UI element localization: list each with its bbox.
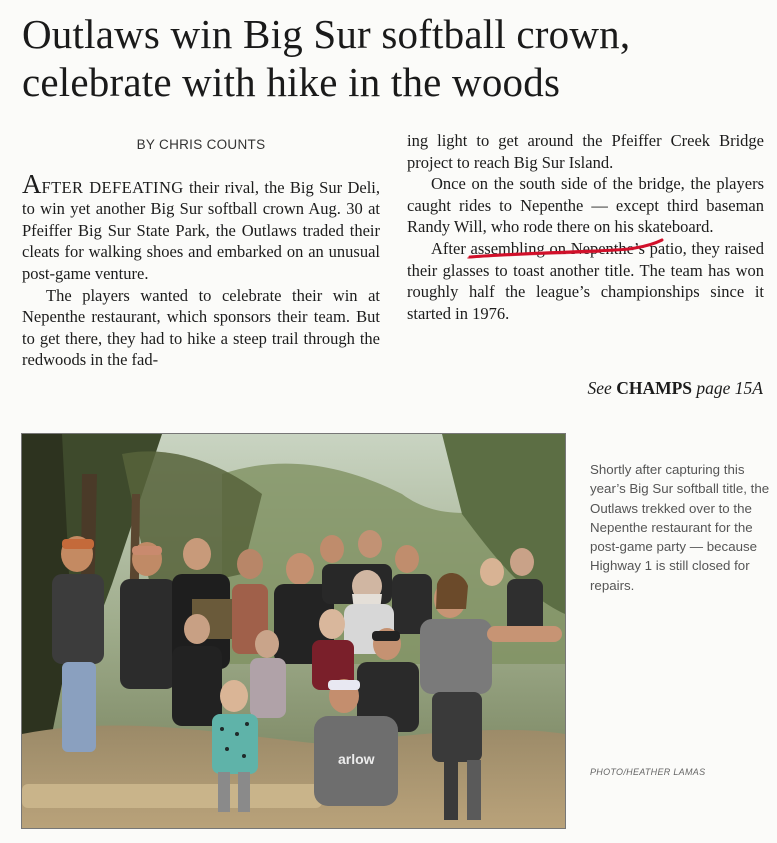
- headline-line-1: Outlaws win Big Sur softball crown,: [22, 11, 631, 57]
- lead-in-smallcaps: FTER DEFEATING: [41, 177, 184, 197]
- paragraph-1: [22, 168, 380, 285]
- article-column-2: [407, 130, 764, 324]
- paragraph-3-text: Once on the south side of the bridge, the players caught rides to Nepenthe — except: [407, 174, 764, 215]
- shirt-logo-text: arlow: [338, 751, 375, 767]
- byline: BY CHRIS COUNTS: [136, 137, 266, 152]
- paragraph-2: The players wanted to celebrate their win at Nepenthe restaurant, which sponsors their team. But to get there, they had to hike a steep trail through the redwoods in the fad-: [22, 285, 380, 370]
- paragraph-2-continued: ing light to get around the Pfeiffer Creek Bridge project to reach Big Sur Island.: [407, 131, 764, 172]
- drop-cap: A: [22, 168, 42, 199]
- headline: [22, 10, 767, 106]
- jump-line: [588, 378, 763, 399]
- jump-see: See: [587, 378, 617, 398]
- photo-caption: Shortly after capturing this year’s Big Sur softball title, the Outlaws trekked over to the Nepenthe restaurant for the post-game party — because Highway 1 is still closed for repairs.: [590, 462, 770, 593]
- jump-page: page 15A: [692, 378, 763, 398]
- jump-slug: CHAMPS: [616, 378, 693, 398]
- paragraph-3: [407, 173, 764, 238]
- paragraph-1-text: their rival, the Big Sur Deli, to win yet another Big Sur softball crown Aug. 30 at Pfeiffer Big Sur State Park, the Outlaws traded their cleats for walking shoes and embarked on an unusual post-game venture.: [22, 177, 380, 283]
- article-column-1: [22, 130, 380, 371]
- photo-credit: PHOTO/HEATHER LAMAS: [590, 767, 706, 777]
- paragraph-4: After assembling on Nepenthe’s patio, they raised their glasses to toast another title. The team has won roughly half the league’s championships since it started in 1976.: [407, 238, 764, 323]
- team-photo-illustration: [22, 434, 565, 828]
- marked-up-sentence: third baseman Randy Will, who rode there on his skateboard.: [407, 195, 764, 237]
- team-photo: [21, 433, 566, 829]
- headline-line-2: celebrate with hike in the woods: [22, 59, 561, 105]
